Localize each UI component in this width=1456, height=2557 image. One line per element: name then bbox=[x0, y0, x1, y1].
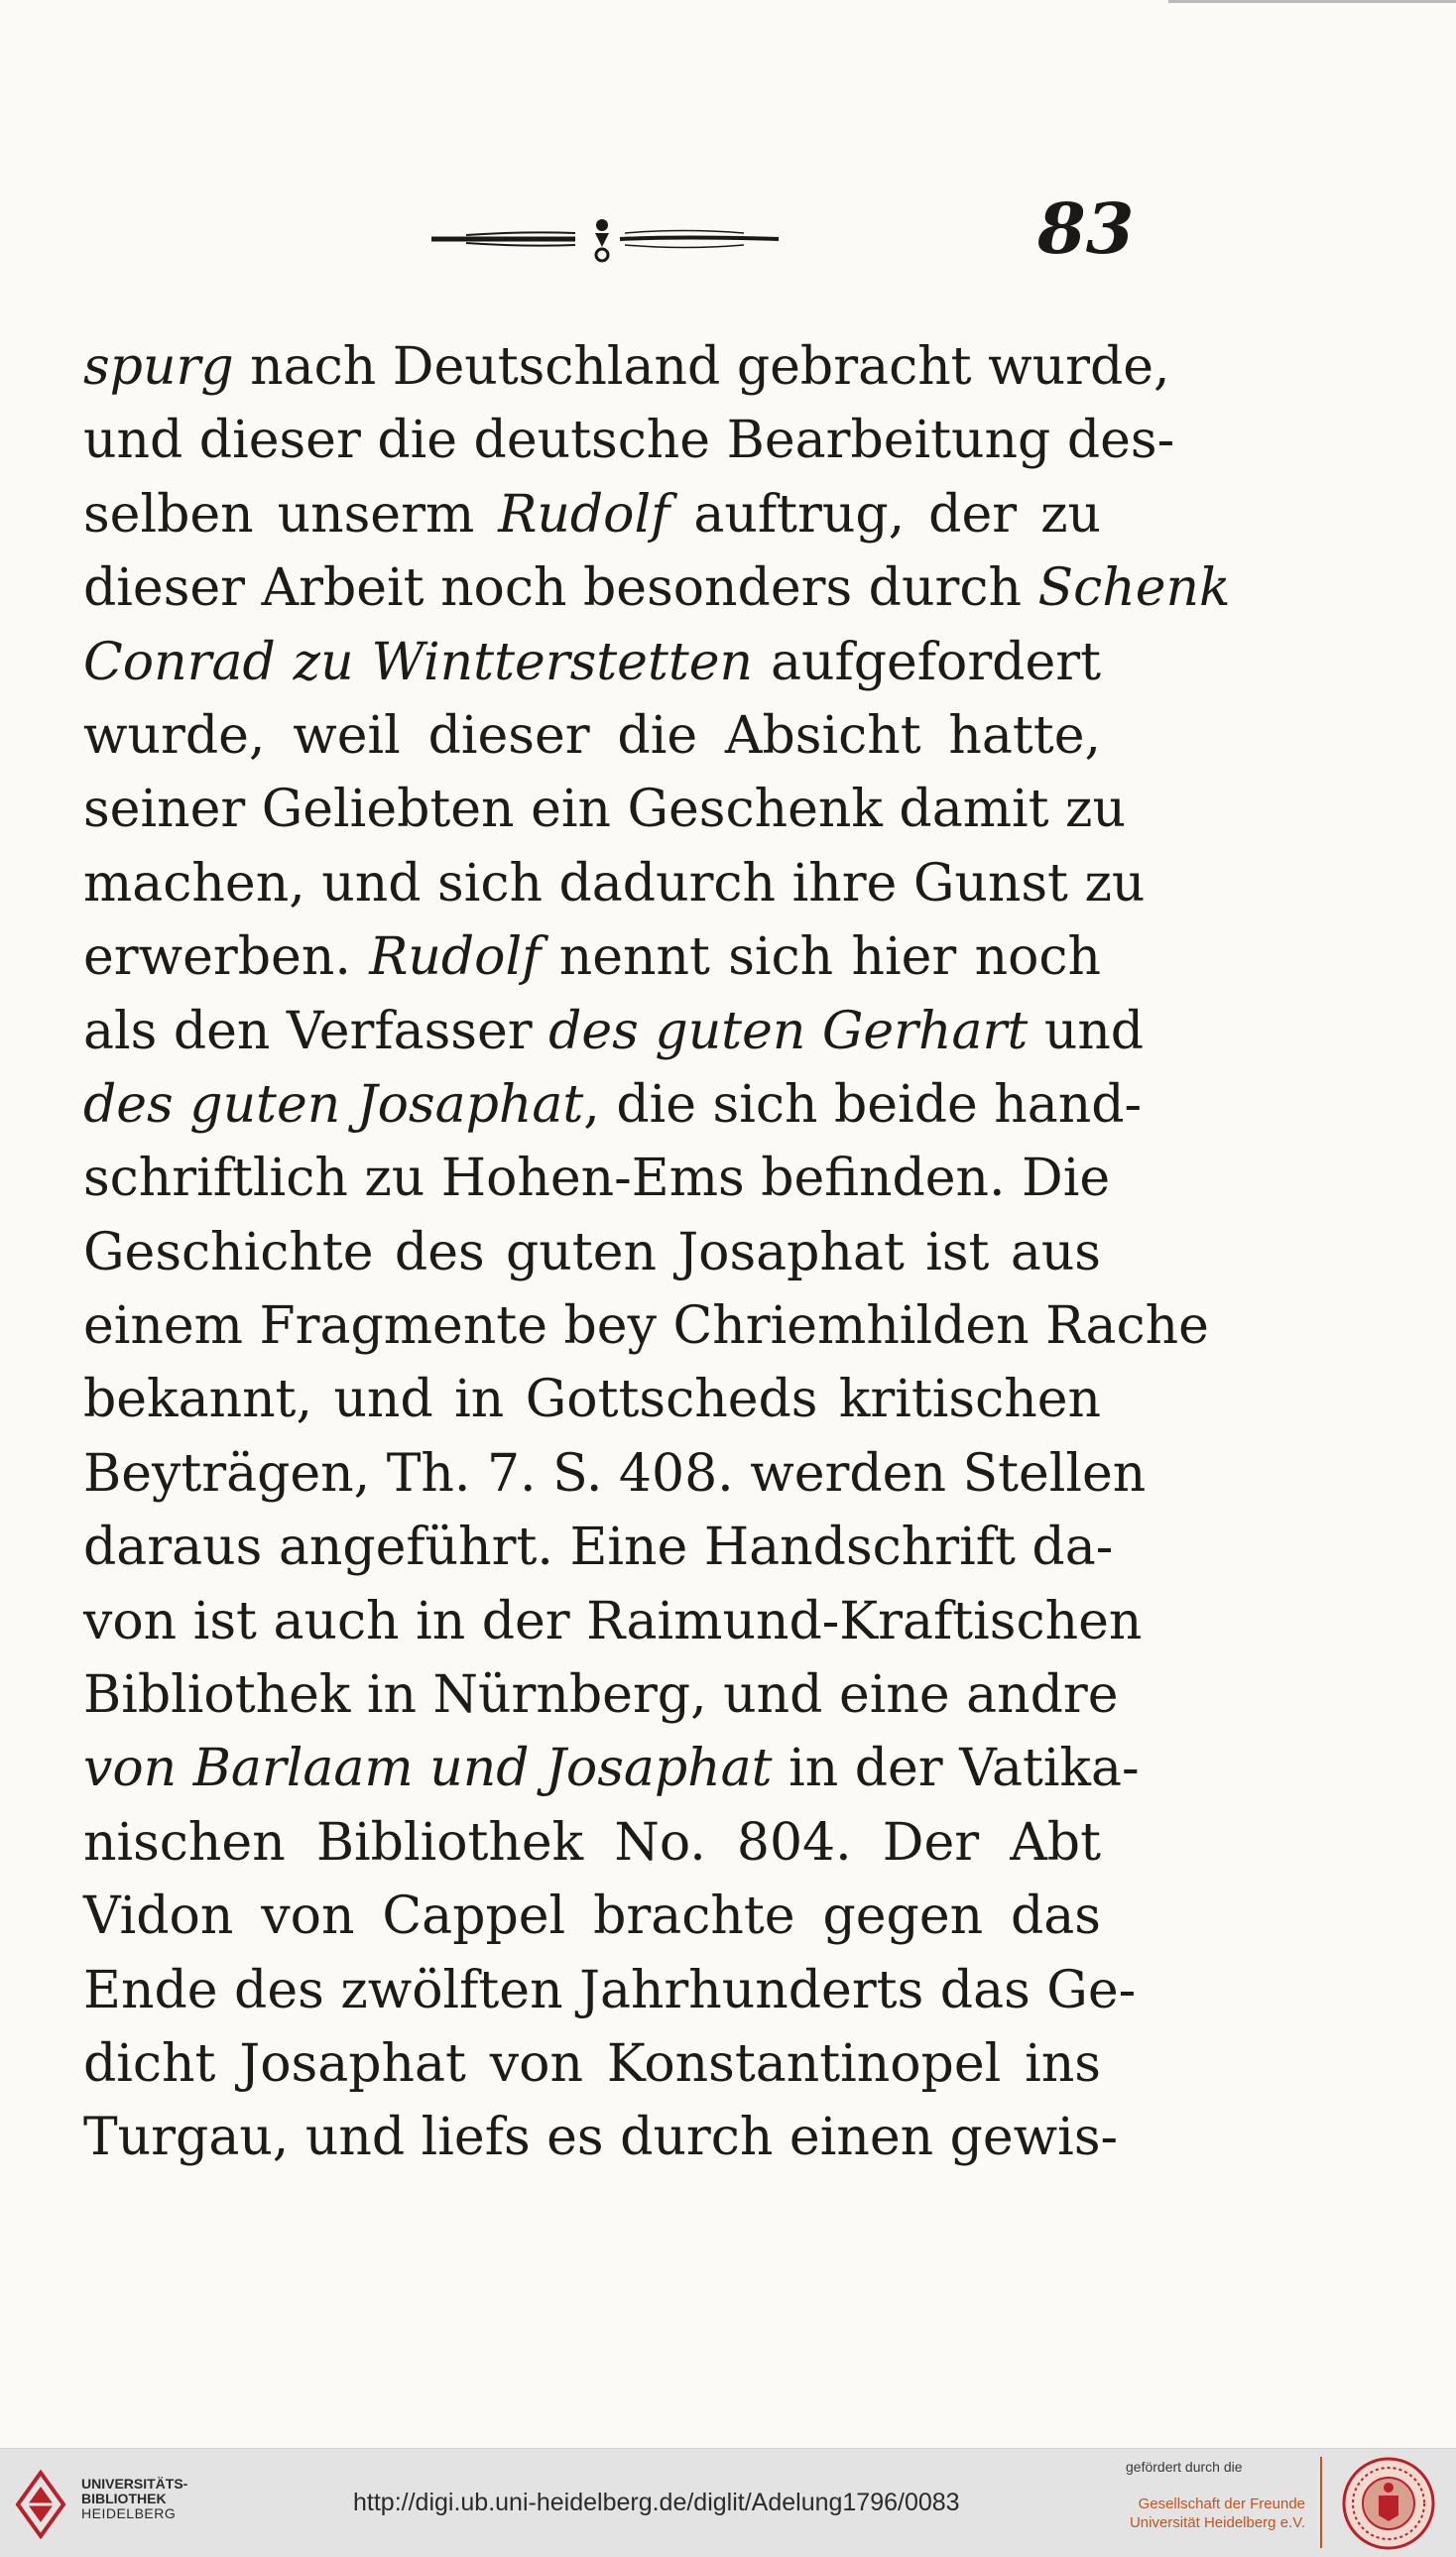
text-segment: , die sich beide hand- bbox=[583, 1074, 1143, 1135]
text-line bbox=[83, 1658, 1119, 1732]
italic-text: Rudolf bbox=[369, 927, 542, 988]
italic-text: Conrad zu Wintterstetten bbox=[83, 632, 754, 692]
text-line bbox=[83, 1954, 1137, 2027]
text-segment: dicht Josaphat von Konstantinopel ins bbox=[83, 2033, 1101, 2094]
text-segment: in der Vatika- bbox=[772, 1739, 1140, 1799]
italic-text: spurg bbox=[83, 337, 234, 397]
text-line bbox=[83, 773, 1126, 846]
text-line bbox=[83, 1142, 1111, 1215]
top-edge-rule bbox=[1168, 0, 1456, 3]
text-line bbox=[83, 995, 1145, 1068]
text-segment: Beyträgen, Th. 7. S. 408. werden Stellen bbox=[83, 1443, 1147, 1504]
text-segment: schriftlich zu Hohen-Ems befinden. Die bbox=[83, 1149, 1111, 1209]
text-line bbox=[83, 551, 1231, 625]
text-segment: wurde, weil dieser die Absicht hatte, bbox=[83, 705, 1101, 766]
text-segment: einem Fragmente bey Chriemhilden Rache bbox=[83, 1296, 1209, 1357]
text-segment: aufgefordert bbox=[753, 632, 1101, 692]
text-line bbox=[83, 478, 1101, 551]
text-line bbox=[83, 1880, 1101, 1953]
text-segment: nach Deutschland gebracht wurde, bbox=[233, 337, 1170, 397]
italic-text: von Barlaam und Josaphat bbox=[83, 1739, 773, 1799]
text-segment: und dieser die deutsche Bearbeitung des- bbox=[83, 411, 1175, 471]
text-line bbox=[83, 1511, 1114, 1584]
library-name-line3: HEIDELBERG bbox=[81, 2505, 177, 2521]
text-line bbox=[83, 847, 1146, 920]
text-segment: nischen Bibliothek No. 804. Der Abt bbox=[83, 1812, 1101, 1873]
text-segment: und bbox=[1028, 1001, 1145, 1061]
text-line bbox=[83, 1585, 1143, 1658]
ornament-divider bbox=[426, 203, 784, 273]
university-library-logo-icon bbox=[14, 2469, 67, 2540]
sponsor-name-line2: Universität Heidelberg e.V. bbox=[1129, 2514, 1305, 2531]
body-text bbox=[83, 330, 1231, 2175]
text-segment: Ende des zwölften Jahrhunderts das Ge- bbox=[83, 1960, 1137, 2020]
text-segment: selben unserm bbox=[83, 484, 499, 545]
text-segment: nennt sich hier noch bbox=[541, 927, 1101, 988]
sponsor-name bbox=[1091, 2495, 1305, 2532]
sponsor-divider bbox=[1320, 2457, 1322, 2548]
italic-text: des guten Josaphat bbox=[83, 1074, 584, 1135]
text-segment: Bibliothek in Nürnberg, und eine andre bbox=[83, 1665, 1119, 1726]
text-line bbox=[83, 699, 1101, 773]
text-segment: von ist auch in der Raimund-Kraftischen bbox=[83, 1591, 1143, 1651]
text-segment: Turgau, und liefs es durch einen gewis- bbox=[83, 2108, 1119, 2168]
sponsor-label: gefördert durch die bbox=[1126, 2459, 1243, 2475]
text-line bbox=[83, 1732, 1140, 1805]
text-segment: daraus angeführt. Eine Handschrift da- bbox=[83, 1518, 1114, 1578]
text-segment: machen, und sich dadurch ihre Gunst zu bbox=[83, 853, 1146, 913]
text-segment: auftrug, der zu bbox=[669, 484, 1101, 545]
text-line bbox=[83, 1363, 1101, 1436]
text-segment: Geschichte des guten Josaphat ist aus bbox=[83, 1222, 1101, 1282]
document-url-link[interactable]: http://digi.ub.uni-heidelberg.de/diglit/Adelung1796/0083 bbox=[353, 2489, 960, 2516]
sponsor-name-line1: Gesellschaft der Freunde bbox=[1138, 2496, 1305, 2512]
text-line bbox=[83, 920, 1101, 994]
text-line bbox=[83, 1068, 1143, 1142]
text-segment: als den Verfasser bbox=[83, 1001, 549, 1061]
text-line bbox=[83, 330, 1170, 404]
library-name-line2: BIBLIOTHEK bbox=[81, 2491, 167, 2506]
italic-text: Rudolf bbox=[498, 484, 670, 545]
page-number: 83 bbox=[1037, 187, 1135, 270]
text-segment: erwerben. bbox=[83, 927, 370, 988]
text-segment: dieser Arbeit noch besonders durch bbox=[83, 558, 1038, 619]
text-line bbox=[83, 2027, 1101, 2101]
italic-text: Schenk bbox=[1037, 558, 1231, 619]
text-line bbox=[83, 2101, 1119, 2174]
library-name-line1: UNIVERSITÄTS- bbox=[81, 2476, 188, 2492]
text-segment: seiner Geliebten ein Geschenk damit zu bbox=[83, 780, 1126, 840]
text-line bbox=[83, 626, 1101, 699]
text-segment: Vidon von Cappel brachte gegen das bbox=[83, 1887, 1101, 1947]
text-line bbox=[83, 1216, 1101, 1289]
italic-text: des guten Gerhart bbox=[548, 1001, 1029, 1061]
footer-bar bbox=[0, 2448, 1456, 2557]
text-segment: bekannt, und in Gottscheds kritischen bbox=[83, 1370, 1101, 1430]
library-name bbox=[81, 2477, 187, 2521]
text-line bbox=[83, 1289, 1209, 1363]
university-seal-icon bbox=[1341, 2456, 1436, 2551]
text-line bbox=[83, 1437, 1147, 1511]
text-line bbox=[83, 1806, 1101, 1880]
text-line bbox=[83, 404, 1175, 477]
